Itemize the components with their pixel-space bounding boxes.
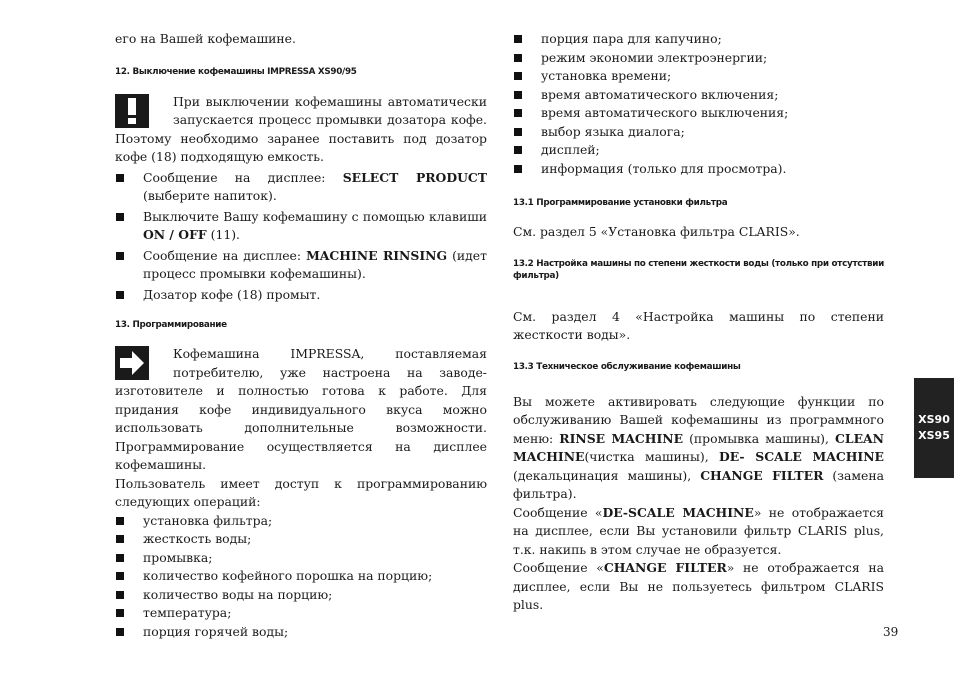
section-12-heading: 12. Выключение кофемашины IMPRESSA XS90/95 bbox=[115, 66, 357, 77]
note-block bbox=[115, 345, 487, 475]
right-column bbox=[513, 30, 884, 615]
bullet-icon bbox=[116, 591, 124, 599]
access-text: Пользователь имеет доступ к программированию следующих операций: bbox=[115, 475, 487, 509]
list-item: дисплей; bbox=[513, 141, 884, 160]
descale-message-text: Сообщение «DE-SCALE MACHINE» не отображается на дисплее, если Вы установили фильтр CLARIS plus, т.к. накипь в этом случае не образуется. bbox=[513, 504, 884, 557]
page-number: 39 bbox=[883, 625, 899, 639]
list-item: установка времени; bbox=[513, 67, 884, 86]
bullet-icon bbox=[514, 146, 522, 154]
list-item: Дозатор кофе (18) промыт. bbox=[115, 286, 487, 305]
list-item: Сообщение на дисплее: MACHINE RINSING (идет процесс промывки кофемашины). bbox=[115, 247, 487, 284]
section-13-1-heading: 13.1 Программирование установки фильтра bbox=[513, 198, 728, 208]
list-item: порция горячей воды; bbox=[115, 623, 487, 642]
list-item: информация (только для просмотра). bbox=[513, 160, 884, 179]
bullet-icon bbox=[116, 554, 124, 562]
list-item: выбор языка диалога; bbox=[513, 123, 884, 142]
section-13-3-heading: 13.3 Техническое обслуживание кофемашины bbox=[513, 361, 741, 372]
exclamation-icon bbox=[115, 94, 149, 128]
bullet-icon bbox=[514, 72, 522, 80]
list-item: количество воды на порцию; bbox=[115, 586, 487, 605]
model-side-tab bbox=[914, 378, 954, 478]
list-item: время автоматического выключения; bbox=[513, 104, 884, 123]
bullet-icon bbox=[116, 517, 124, 525]
bullet-icon bbox=[116, 174, 124, 182]
section-13-2-heading: 13.2 Настройка машины по степени жесткости воды (только при отсутствии фильтра) bbox=[513, 258, 884, 281]
bullet-icon bbox=[514, 35, 522, 43]
maintenance-text: Вы можете активировать следующие функции по обслуживанию Вашей кофемашины из программного меню: RINSE MACHINE (промывка машины), CLEAN MACHINE(чистка машины), DE- SCALE MACHINE (декальцинация машины), CHANGE FILTER (замена фильтра). bbox=[513, 393, 884, 501]
list-item: порция пара для капучино; bbox=[513, 30, 884, 49]
bullet-icon bbox=[116, 609, 124, 617]
list-item: Сообщение на дисплее: SELECT PRODUCT (выберите напиток). bbox=[115, 169, 487, 206]
model-label: XS95 bbox=[918, 429, 950, 442]
list-item: промывка; bbox=[115, 549, 487, 568]
right-bullet-list bbox=[513, 30, 884, 178]
model-label: XS90 bbox=[918, 413, 950, 426]
bullet-icon bbox=[116, 252, 124, 260]
list-item: жесткость воды; bbox=[115, 530, 487, 549]
list-item: Выключите Вашу кофемашину с помощью клавиши ON / OFF (11). bbox=[115, 208, 487, 245]
section-13-heading: 13. Программирование bbox=[115, 320, 227, 330]
bullet-icon bbox=[116, 291, 124, 299]
section-13-1-text: См. раздел 5 «Установка фильтра CLARIS». bbox=[513, 224, 800, 239]
left-bullet-list bbox=[115, 512, 487, 642]
note-text: Кофемашина IMPRESSA, поставляемая потребителю, уже настроена на заводе-изготовителе и полностью готова к работе. Для придания кофе индивидуального вкуса можно использовать дополнительные возможности. Программирование осуществляется на дисплее кофемашины. bbox=[115, 346, 487, 472]
bullet-icon bbox=[514, 165, 522, 173]
bullet-icon bbox=[514, 109, 522, 117]
bullet-icon bbox=[514, 91, 522, 99]
section-13-2-text: См. раздел 4 «Настройка машины по степени жесткости воды». bbox=[513, 308, 884, 342]
bullet-icon bbox=[116, 213, 124, 221]
bullet-icon bbox=[514, 128, 522, 136]
bullet-icon bbox=[514, 54, 522, 62]
bullet-icon bbox=[116, 535, 124, 543]
list-item: температура; bbox=[115, 604, 487, 623]
list-item: режим экономии электроэнергии; bbox=[513, 49, 884, 68]
bullet-icon bbox=[116, 572, 124, 580]
change-filter-message-text: Сообщение «CHANGE FILTER» не отображается на дисплее, если Вы не пользуетесь фильтром CLARIS plus. bbox=[513, 560, 884, 612]
list-item: количество кофейного порошка на порцию; bbox=[115, 567, 487, 586]
arrow-right-icon bbox=[115, 346, 149, 380]
intro-text: его на Вашей кофемашине. bbox=[115, 31, 296, 46]
warning-block bbox=[115, 93, 487, 167]
left-column bbox=[115, 30, 487, 641]
list-item: установка фильтра; bbox=[115, 512, 487, 531]
bullet-icon bbox=[116, 628, 124, 636]
warning-text: При выключении кофемашины автоматически запускается процесс промывки дозатора кофе. Поэтому необходимо заранее поставить под дозатор кофе (18) подходящую емкость. bbox=[115, 93, 487, 164]
list-item: время автоматического включения; bbox=[513, 86, 884, 105]
